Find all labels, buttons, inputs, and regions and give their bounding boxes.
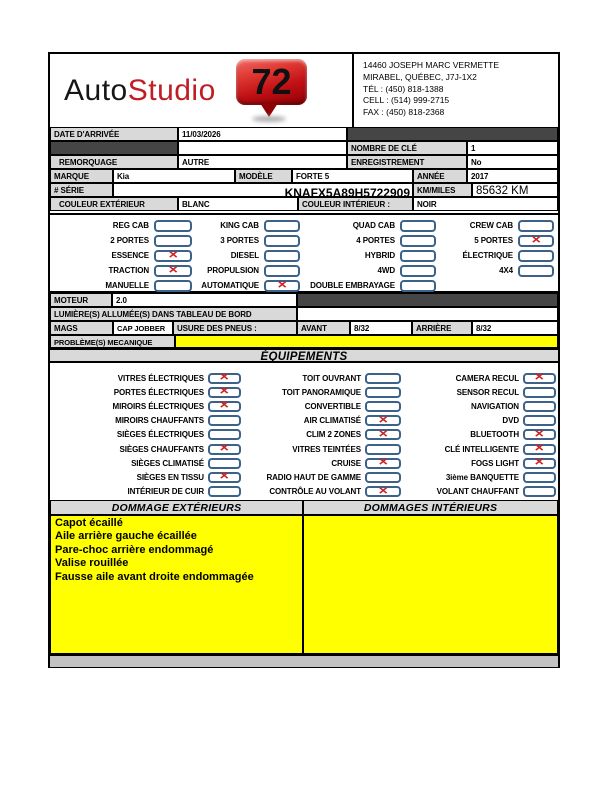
filler-dark-cell: [297, 293, 558, 307]
equipements-row-9: [50, 485, 558, 499]
serie-label: # SÉRIE: [50, 183, 113, 197]
propulsion-label: PROPULSION: [207, 266, 259, 275]
serie-value: KNAFX5A89H5722909: [113, 183, 413, 197]
interieur-de-cuir-checkbox[interactable]: [208, 486, 241, 497]
options-row-3: [50, 248, 558, 263]
x-mark-icon: ✕: [219, 386, 230, 398]
4-portes-checkbox[interactable]: [400, 235, 436, 247]
logo-72-badge-icon: [236, 59, 307, 105]
2-portes-checkbox[interactable]: [154, 235, 192, 247]
equipements-row-6: [50, 442, 558, 456]
toit-ouvrant-label: TOIT OUVRANT: [302, 373, 361, 383]
portes-electriques-checkbox[interactable]: [208, 387, 241, 398]
2-portes-label: 2 PORTES: [110, 236, 149, 245]
enregistrement-value: No: [467, 155, 558, 169]
portes-electriques-label: PORTES ÉLECTRIQUES: [113, 387, 204, 397]
sieges-chauffants-checkbox[interactable]: [208, 444, 241, 455]
vitres-electriques-checkbox[interactable]: [208, 373, 241, 384]
badge-tail-icon: [260, 103, 278, 117]
remorquage-label: REMORQUAGE: [50, 155, 178, 169]
equipements-title: ÉQUIPEMENTS: [50, 348, 558, 363]
x-mark-icon: ✕: [534, 428, 545, 440]
clim-2-zones-checkbox[interactable]: [365, 429, 401, 440]
manuelle-label: MANUELLE: [105, 281, 149, 290]
hybrid-label: HYBRID: [364, 251, 395, 260]
cle-intelligente-checkbox[interactable]: [523, 444, 556, 455]
air-climatise-checkbox[interactable]: [365, 415, 401, 426]
row-probleme-mecanique: [50, 335, 558, 348]
3-portes-checkbox[interactable]: [264, 235, 300, 247]
avant-value: 8/32: [350, 321, 412, 335]
couleur-ext-value: BLANC: [178, 197, 298, 211]
crew-cab-label: CREW CAB: [469, 221, 513, 230]
radio-haut-de-gamme-label: RADIO HAUT DE GAMME: [266, 472, 361, 482]
cle-intelligente-label: CLÉ INTELLIGENTE: [444, 444, 519, 454]
remorquage-value: AUTRE: [178, 155, 347, 169]
address-line: TÉL : (450) 818-1388: [363, 83, 444, 94]
badge-number: 72: [251, 61, 292, 102]
nombre-cle-label: NOMBRE DE CLÉ: [347, 141, 467, 155]
form-header: [50, 54, 558, 127]
automatique-checkbox[interactable]: [264, 280, 300, 292]
options-row-2: [50, 233, 558, 248]
marque-value: Kia: [113, 169, 235, 183]
4x4-label: 4X4: [499, 266, 513, 275]
usure-pneus-label: USURE DES PNEUS :: [173, 321, 297, 335]
x-mark-icon: ✕: [219, 372, 230, 384]
address-line: 14460 JOSEPH MARC VERMETTE: [363, 60, 500, 70]
dommage-exterieurs-title: DOMMAGE EXTÉRIEURS: [50, 500, 303, 515]
miroirs-chauffants-checkbox[interactable]: [208, 415, 241, 426]
controle-au-volant-checkbox[interactable]: [365, 486, 401, 497]
x-mark-icon: ✕: [530, 234, 542, 246]
equipements-row-3: [50, 399, 558, 413]
equipements-row-4: [50, 414, 558, 428]
moteur-value: 2.0: [112, 293, 297, 307]
probleme-label: PROBLÈME(S) MECANIQUE: [50, 335, 175, 348]
cruise-label: CRUISE: [331, 458, 361, 468]
4wd-label: 4WD: [377, 266, 395, 275]
sensor-recul-checkbox[interactable]: [523, 387, 556, 398]
diesel-label: DIESEL: [230, 251, 259, 260]
traction-label: TRACTION: [108, 266, 149, 275]
quad-cab-label: QUAD CAB: [352, 221, 395, 230]
dvd-checkbox[interactable]: [523, 415, 556, 426]
sieges-electriques-label: SIÈGES ÉLECTRIQUES: [116, 430, 204, 440]
miroirs-chauffants-label: MIROIRS CHAUFFANTS: [115, 416, 204, 426]
mags-value: CAP JOBBER: [113, 321, 173, 335]
options-row-4: [50, 263, 558, 278]
modele-label: MODÈLE: [235, 169, 292, 183]
electrique-checkbox[interactable]: [518, 250, 554, 262]
4wd-checkbox[interactable]: [400, 265, 436, 277]
x-mark-icon: ✕: [219, 400, 230, 412]
navigation-label: NAVIGATION: [470, 401, 519, 411]
moteur-label: MOTEUR: [50, 293, 112, 307]
options-row-5: [50, 278, 558, 293]
essence-label: ESSENCE: [111, 251, 149, 260]
lumieres-label: LUMIÈRE(S) ALLUMÉE(S) DANS TABLEAU DE BORD: [50, 307, 297, 321]
marque-label: MARQUE: [50, 169, 113, 183]
x-mark-icon: ✕: [534, 443, 545, 455]
quad-cab-checkbox[interactable]: [400, 220, 436, 232]
damage-note-line: Capot écaillé: [55, 517, 123, 529]
king-cab-checkbox[interactable]: [264, 220, 300, 232]
fogs-light-label: FOGS LIGHT: [471, 458, 519, 468]
x-mark-icon: ✕: [167, 264, 179, 276]
x-mark-icon: ✕: [219, 471, 230, 483]
reg-cab-checkbox[interactable]: [154, 220, 192, 232]
double-embrayage-checkbox[interactable]: [400, 280, 436, 292]
date-arrivee-label: DATE D'ARRIVÉE: [50, 127, 178, 141]
equipements-row-5: [50, 428, 558, 442]
camera-recul-label: CAMERA RECUL: [455, 373, 519, 383]
couleur-ext-label: COULEUR EXTÉRIEUR: [50, 197, 178, 211]
filler-dark-cell: [347, 127, 558, 141]
x-mark-icon: ✕: [276, 279, 288, 291]
bluetooth-label: BLUETOOTH: [470, 430, 519, 440]
damages-body-row: [50, 515, 558, 654]
annee-value: 2017: [467, 169, 558, 183]
5-portes-checkbox[interactable]: [518, 235, 554, 247]
vitres-teintees-checkbox[interactable]: [365, 444, 401, 455]
address-line: FAX : (450) 818-2368: [363, 107, 445, 118]
x-mark-icon: ✕: [167, 249, 179, 261]
mags-label: MAGS: [50, 321, 113, 335]
clim-2-zones-label: CLIM 2 ZONES: [306, 430, 361, 440]
avant-label: AVANT: [297, 321, 350, 335]
diesel-checkbox[interactable]: [264, 250, 300, 262]
row-mags-pneus: [50, 321, 558, 335]
km-value: 85632 KM: [472, 183, 558, 197]
empty-value-cell: [178, 141, 347, 155]
3-portes-label: 3 PORTES: [220, 236, 259, 245]
arriere-label: ARRIÈRE: [412, 321, 472, 335]
arriere-value: 8/32: [472, 321, 558, 335]
dommage-exterieurs-notes: [50, 515, 303, 654]
address-line: CELL : (514) 999-2715: [363, 95, 450, 106]
filler-dark-cell: [50, 141, 178, 155]
autostudio-logo: [64, 74, 216, 108]
sieges-chauffants-label: SIÈGES CHAUFFANTS: [119, 444, 204, 454]
sieges-climatise-label: SIÈGES CLIMATISÉ: [131, 458, 204, 468]
miroirs-electriques-label: MIROIRS ÉLECTRIQUES: [112, 401, 204, 411]
miroirs-electriques-checkbox[interactable]: [208, 401, 241, 412]
reg-cab-label: REG CAB: [112, 221, 149, 230]
row-couleurs: [50, 197, 558, 211]
damage-note-line: Valise rouillée: [55, 557, 129, 570]
bluetooth-checkbox[interactable]: [523, 429, 556, 440]
sieges-climatise-checkbox[interactable]: [208, 458, 241, 469]
electrique-label: ÉLECTRIQUE: [462, 251, 513, 260]
crew-cab-checkbox[interactable]: [518, 220, 554, 232]
traction-checkbox[interactable]: [154, 265, 192, 277]
row-nombre-cle: [50, 141, 558, 155]
bottom-gray-bar: [50, 654, 558, 667]
x-mark-icon: ✕: [377, 428, 389, 440]
couleur-int-value: NOIR: [413, 197, 558, 211]
4x4-checkbox[interactable]: [518, 265, 554, 277]
x-mark-icon: ✕: [377, 457, 389, 469]
options-row-1: [50, 218, 558, 233]
automatique-label: AUTOMATIQUE: [201, 281, 259, 290]
toit-panoramique-checkbox[interactable]: [365, 387, 401, 398]
nombre-cle-value: 1: [467, 141, 558, 155]
4-portes-label: 4 PORTES: [356, 236, 395, 245]
double-embrayage-label: DOUBLE EMBRAYAGE: [310, 281, 395, 290]
modele-value: FORTE 5: [292, 169, 413, 183]
propulsion-checkbox[interactable]: [264, 265, 300, 277]
x-mark-icon: ✕: [534, 372, 545, 384]
inspection-form: [48, 52, 560, 668]
probleme-value: [175, 335, 558, 348]
navigation-checkbox[interactable]: [523, 401, 556, 412]
address-line: MIRABEL, QUÉBEC, J7J-1X2: [363, 71, 477, 82]
equipements-row-7: [50, 456, 558, 470]
toit-panoramique-label: TOIT PANORAMIQUE: [282, 387, 361, 397]
fogs-light-checkbox[interactable]: [523, 458, 556, 469]
row-serie-km: [50, 183, 558, 197]
dommages-interieurs-title: DOMMAGES INTÉRIEURS: [303, 500, 558, 515]
vitres-teintees-label: VITRES TEINTÉES: [292, 444, 361, 454]
equipements-row-8: [50, 470, 558, 484]
equipements-section: [50, 363, 558, 500]
controle-au-volant-label: CONTRÔLE AU VOLANT: [269, 487, 361, 497]
lumieres-value: [297, 307, 558, 321]
damage-note-line: Aile arrière gauche écaillée: [55, 530, 197, 543]
convertible-label: CONVERTIBLE: [304, 401, 361, 411]
x-mark-icon: ✕: [219, 443, 230, 455]
vitres-electriques-label: VITRES ÉLECTRIQUES: [117, 373, 204, 383]
date-arrivee-value: 11/03/2026: [178, 127, 347, 141]
logo-text-auto: Auto: [64, 74, 128, 107]
dommages-interieurs-notes: [303, 515, 558, 654]
x-mark-icon: ✕: [377, 414, 389, 426]
hybrid-checkbox[interactable]: [400, 250, 436, 262]
damages-header-row: [50, 500, 558, 515]
toit-ouvrant-checkbox[interactable]: [365, 373, 401, 384]
enregistrement-label: ENREGISTREMENT: [347, 155, 467, 169]
sieges-electriques-checkbox[interactable]: [208, 429, 241, 440]
row-marque-modele: [50, 169, 558, 183]
x-mark-icon: ✕: [534, 457, 545, 469]
dvd-label: DVD: [502, 416, 519, 426]
row-lumieres: [50, 307, 558, 321]
essence-checkbox[interactable]: [154, 250, 192, 262]
badge-shadow: [252, 116, 286, 122]
camera-recul-checkbox[interactable]: [523, 373, 556, 384]
company-address-block: [352, 54, 558, 127]
row-remorquage: [50, 155, 558, 169]
equipements-row-2: [50, 385, 558, 399]
interieur-de-cuir-label: INTÉRIEUR DE CUIR: [127, 487, 204, 497]
row-moteur: [50, 293, 558, 307]
radio-haut-de-gamme-checkbox[interactable]: [365, 472, 401, 483]
sensor-recul-label: SENSOR RECUL: [456, 387, 519, 397]
equipements-row-1: [50, 371, 558, 385]
damage-note-line: Pare-choc arrière endommagé: [55, 543, 214, 556]
damage-note-line: Fausse aile avant droite endommagée: [55, 570, 254, 583]
sieges-en-tissu-checkbox[interactable]: [208, 472, 241, 483]
annee-label: ANNÉE: [413, 169, 467, 183]
volant-chauffant-label: VOLANT CHAUFFANT: [436, 487, 519, 497]
vehicle-options-section: [50, 213, 558, 293]
x-mark-icon: ✕: [377, 485, 389, 497]
manuelle-checkbox[interactable]: [154, 280, 192, 292]
logo-text-studio: Studio: [127, 74, 216, 107]
5-portes-label: 5 PORTES: [474, 236, 513, 245]
couleur-int-label: COULEUR INTÉRIEUR :: [298, 197, 413, 211]
convertible-checkbox[interactable]: [365, 401, 401, 412]
sieges-en-tissu-label: SIÈGES EN TISSU: [136, 472, 204, 482]
air-climatise-label: AIR CLIMATISÉ: [303, 416, 361, 426]
km-label: KM/MILES: [413, 183, 472, 197]
3ieme-banquette-label: 3ième BANQUETTE: [445, 472, 519, 482]
3ieme-banquette-checkbox[interactable]: [523, 472, 556, 483]
volant-chauffant-checkbox[interactable]: [523, 486, 556, 497]
cruise-checkbox[interactable]: [365, 458, 401, 469]
row-date-arrivee: [50, 127, 558, 141]
king-cab-label: KING CAB: [220, 221, 259, 230]
